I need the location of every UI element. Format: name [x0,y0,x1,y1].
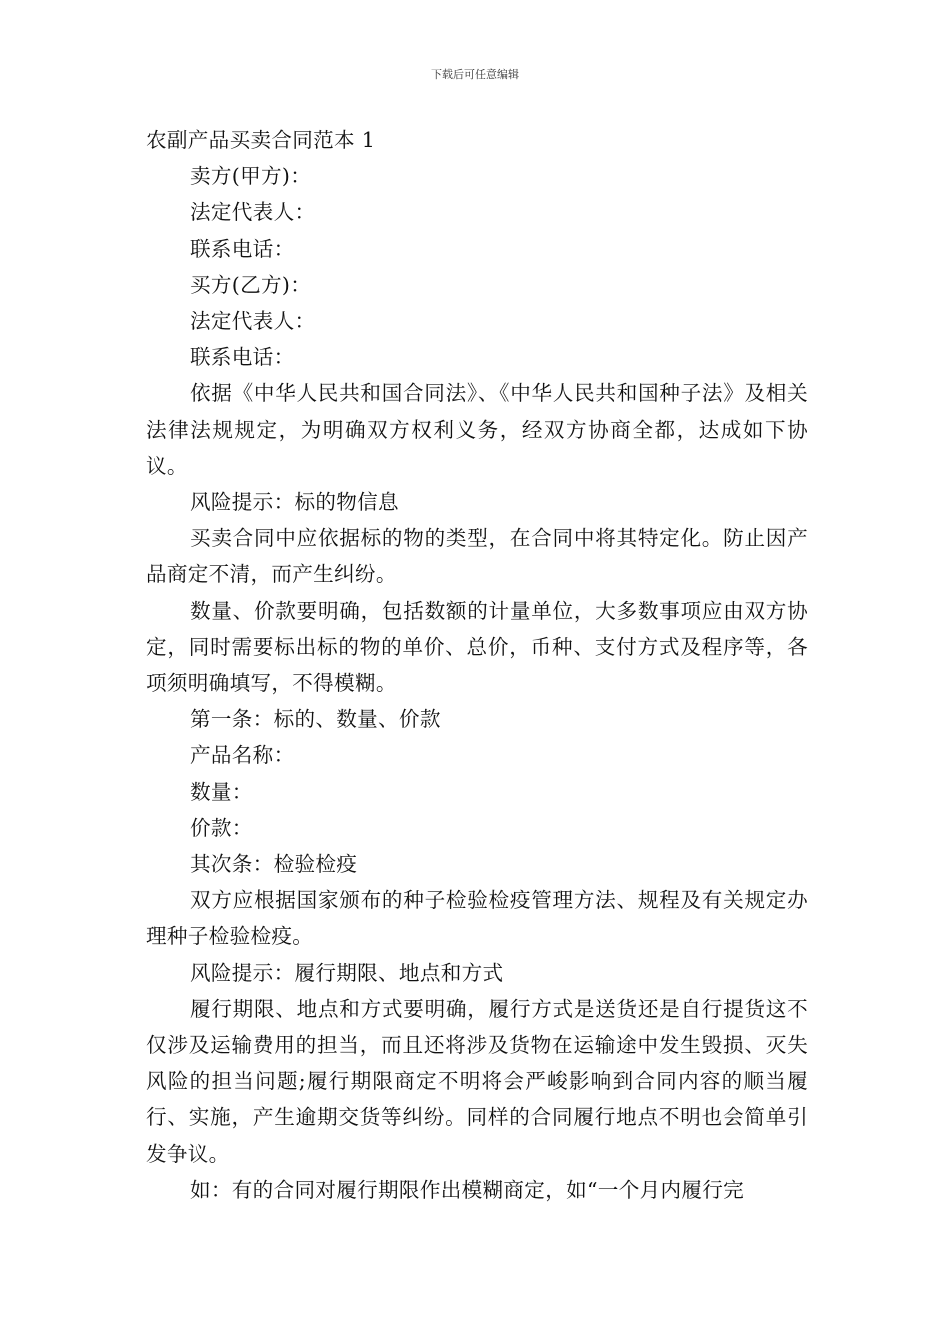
page-header: 下载后可任意编辑 [431,68,519,81]
buyer-field: 买方(乙方)： [190,272,312,297]
risk-tip-performance: 风险提示：履行期限、地点和方式 [190,960,504,985]
risk-tip-subject: 风险提示：标的物信息 [190,490,399,515]
buyer-phone-field: 联系电话： [190,345,295,370]
document-title: 农副产品买卖合同范本 1 [146,128,376,152]
subject-paragraph: 买卖合同中应依据标的物的类型，在合同中将其特定化。防止因产品商定不清，而产生纠纷。 [146,526,808,587]
price-field: 价款： [190,815,253,840]
performance-paragraph: 履行期限、地点和方式要明确，履行方式是送货还是自行提货这不仅涉及运输费用的担当，而且还将涉及货物在运输途中发生毁损、灭失风险的担当问题;履行期限商定不明将会严峻影响到合同内容的顺当履行、实施，产生逾期交货等纠纷。同样的合同履行地点不明也会简单引发争议。 [146,996,808,1166]
seller-field: 卖方(甲方)： [190,164,312,189]
seller-phone-field: 联系电话： [190,236,295,261]
article-1-heading: 第一条：标的、数量、价款 [190,707,441,732]
quantity-price-paragraph: 数量、价款要明确，包括数额的计量单位，大多数事项应由双方协定，同时需要标出标的物的单价、总价，币种、支付方式及程序等，各项须明确填写，不得模糊。 [146,598,808,696]
buyer-representative-field: 法定代表人： [190,309,316,334]
preamble-paragraph: 依据《中华人民共和国合同法》、《中华人民共和国种子法》及相关法律法规规定，为明确双方权利义务，经双方协商全都，达成如下协议。 [146,381,808,478]
article-2-heading: 其次条：检验检疫 [190,852,358,877]
seller-representative-field: 法定代表人： [190,200,316,225]
product-name-field: 产品名称： [190,743,295,768]
example-paragraph: 如：有的合同对履行期限作出模糊商定，如“一个月内履行完 [190,1177,745,1202]
quantity-field: 数量： [190,779,253,804]
document-body [146,122,808,1208]
inspection-paragraph: 双方应根据国家颁布的种子检验检疫管理方法、规程及有关规定办理种子检验检疫。 [146,888,808,949]
